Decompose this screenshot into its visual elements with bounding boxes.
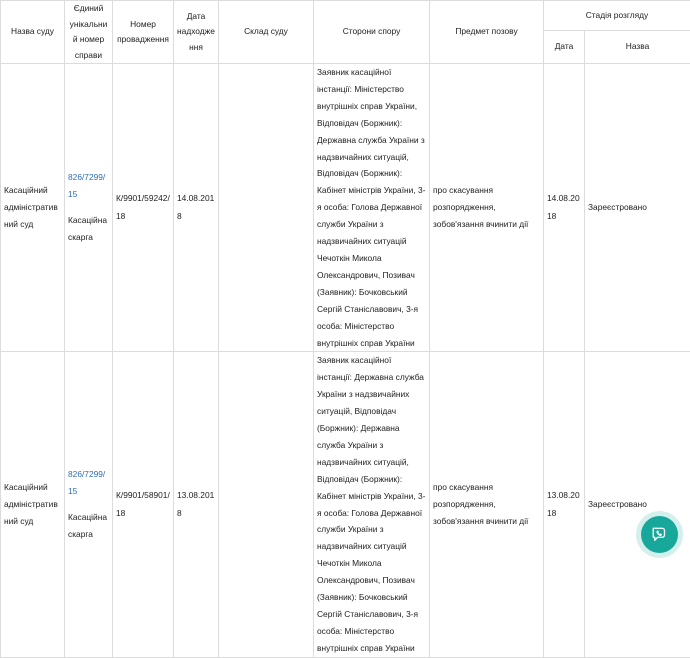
header-court-name: Назва суду — [1, 1, 65, 64]
header-subject: Предмет позову — [430, 1, 544, 64]
cell-composition — [219, 352, 314, 657]
chat-callback-button[interactable] — [641, 516, 678, 553]
cell-stage-name: Зареєстровано — [585, 352, 690, 657]
cell-stage-date: 14.08.2018 — [544, 64, 585, 352]
cell-stage-date: 13.08.2018 — [544, 352, 585, 657]
header-case-number: Єдиний унікальний номер справи — [65, 1, 113, 64]
cell-proceeding: К/9901/59242/18 — [113, 64, 174, 352]
table-row — [1, 352, 690, 657]
cell-subject: про скасування розпорядження, зобов'язання вчинити дії — [430, 64, 544, 352]
cell-proceeding: К/9901/58901/18 — [113, 352, 174, 657]
case-number-link[interactable]: 826/7299/15 — [68, 169, 109, 204]
cell-case-number — [65, 352, 113, 657]
cell-parties: Заявник касаційної інстанції: Державна служба України з надзвичайних ситуацій, Відповідач (Боржник): Державна служба України з надзвичайних ситуацій, Відповідач (Боржник): Кабінет міністрів України, 3-я особа: Голова Державної служби України з надзвичайних ситуацій Чечоткін Микола Олександрович, Позивач (Заявник): Бочковський Сергій Станіславович, 3-я особа: Міністерство внутрішніх справ України — [314, 352, 430, 657]
cell-parties: Заявник касаційної інстанції: Міністерство внутрішніх справ України, Відповідач (Боржник): Державна служба України з надзвичайних ситуацій, Відповідач (Боржник): Кабінет міністрів України, 3-я особа: Голова Державної служби України з надзвичайних ситуацій Чечоткін Микола Олександрович, Позивач (Заявник): Бочковський Сергій Станіславович, 3-я особа: Міністерство внутрішніх справ України — [314, 64, 430, 352]
table-row — [1, 64, 690, 352]
cell-subject: про скасування розпорядження, зобов'язання вчинити дії — [430, 352, 544, 657]
cell-date: 13.08.2018 — [174, 352, 219, 657]
cell-stage-name: Зареєстровано — [585, 64, 690, 352]
cell-composition — [219, 64, 314, 352]
case-kind: Касаційна скарга — [68, 212, 109, 247]
case-kind: Касаційна скарга — [68, 509, 109, 544]
header-stage: Стадія розгляду — [544, 1, 690, 31]
case-number-link[interactable]: 826/7299/15 — [68, 466, 109, 501]
cell-court: Касаційний адміністративний суд — [1, 64, 65, 352]
header-date: Дата надходження — [174, 1, 219, 64]
cell-case-number — [65, 64, 113, 352]
header-stage-name: Назва — [585, 30, 690, 63]
cell-court: Касаційний адміністративний суд — [1, 352, 65, 657]
header-parties: Сторони спору — [314, 1, 430, 64]
cell-date: 14.08.2018 — [174, 64, 219, 352]
header-stage-date: Дата — [544, 30, 585, 63]
header-proceeding-number: Номер провадження — [113, 1, 174, 64]
header-court-composition: Склад суду — [219, 1, 314, 64]
header-row — [1, 1, 690, 31]
phone-chat-icon — [651, 526, 669, 544]
